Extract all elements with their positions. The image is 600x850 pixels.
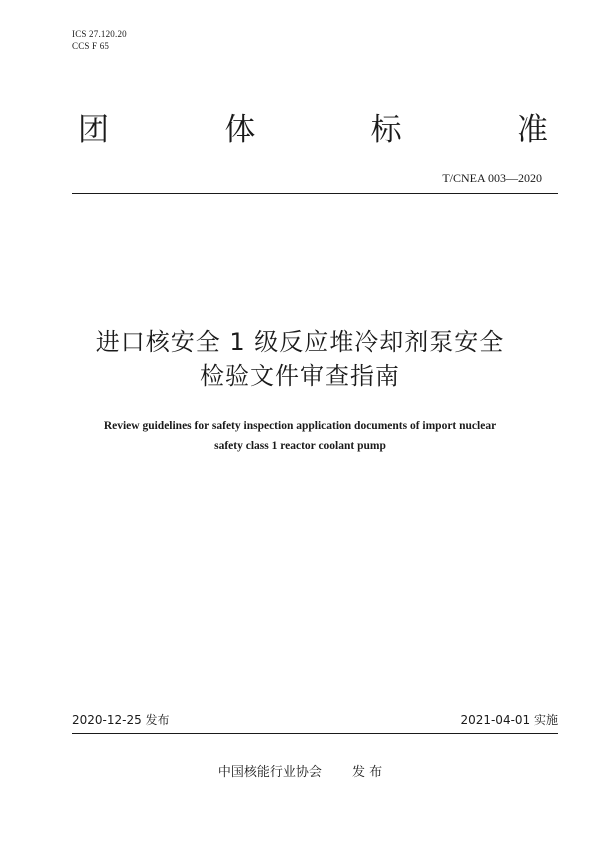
classification-codes: [72, 28, 127, 52]
issuer-line: [0, 764, 600, 782]
document-title-english: [0, 416, 600, 456]
document-title-chinese: [0, 325, 600, 393]
date-row: [72, 712, 558, 728]
standard-type-char: 团: [78, 112, 109, 148]
standard-type-char: 标: [370, 112, 402, 148]
ics-code: ICS 27.120.20: [72, 29, 127, 39]
standard-number: T/CNEA 003—2020: [442, 171, 542, 185]
issuer-action: 发 布: [351, 765, 383, 780]
ccs-code: CCS F 65: [72, 41, 110, 51]
title-zh-line-1: 进口核安全 1 级反应堆冷却剂泵安全: [95, 328, 505, 356]
title-en-line-1: Review guidelines for safety inspection application documents of import nuclear: [103, 420, 497, 432]
implementation-date: 2021-04-01 实施: [460, 713, 558, 727]
title-zh-line-2: 检验文件审查指南: [200, 362, 400, 390]
bottom-divider: [72, 733, 558, 734]
release-date: 2020-12-25 发布: [72, 713, 170, 727]
top-divider: [72, 193, 558, 194]
standard-type-char: 准: [516, 112, 548, 148]
standard-type-heading: [78, 110, 548, 150]
issuer-name: 中国核能行业协会: [217, 765, 322, 780]
title-en-line-2: safety class 1 reactor coolant pump: [214, 440, 386, 452]
standard-type-char: 体: [224, 112, 256, 148]
